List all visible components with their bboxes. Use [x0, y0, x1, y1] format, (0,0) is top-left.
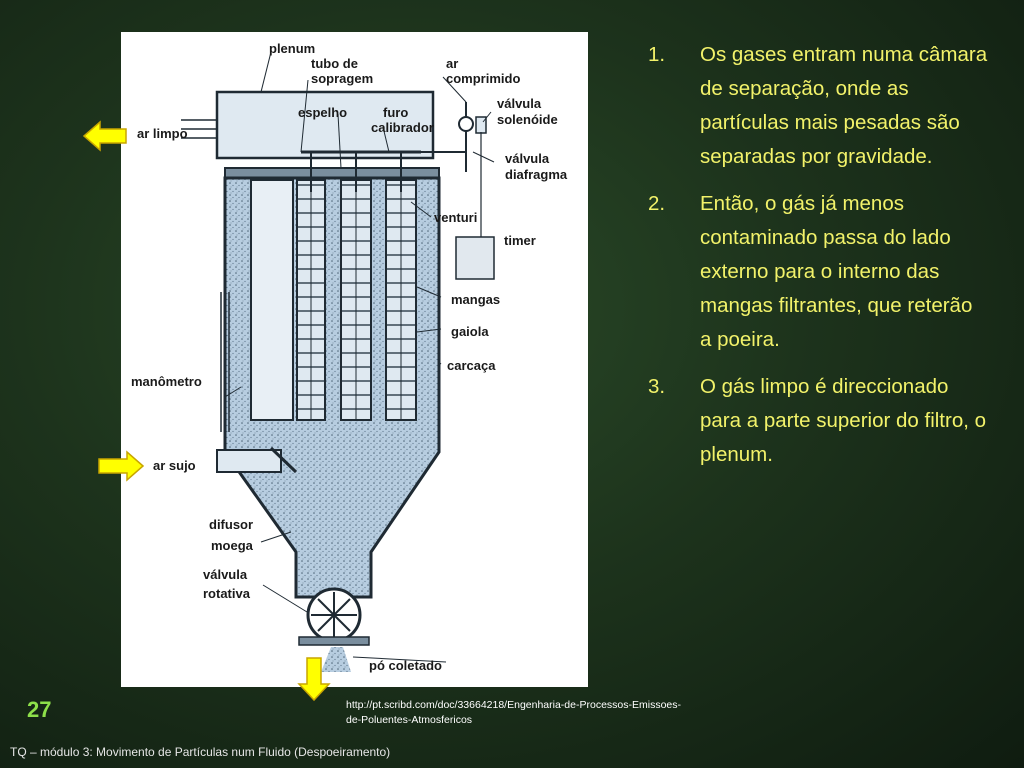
label-manometro: manômetro [131, 374, 202, 389]
page-number: 27 [27, 697, 52, 722]
list-text: Então, o gás já menos contaminado passa do lado externo para o interno das mangas filtrantes, que reterão a poeira. [700, 192, 973, 351]
label-timer: timer [504, 233, 536, 248]
ar-sujo-arrow-icon [97, 450, 145, 482]
label-moega: moega [211, 538, 253, 553]
label-difusor: difusor [209, 517, 254, 532]
label-carcaca: carcaça [447, 358, 496, 373]
label-valvula-diafragma: válvula [505, 151, 550, 166]
list-item [648, 38, 988, 174]
label-ar-sujo: ar sujo [153, 458, 196, 473]
label-venturi: venturi [434, 210, 478, 225]
source-link[interactable]: http://pt.scribd.com/doc/33664218/Engenharia-de-Processos-Emissoes-de-Poluentes-Atmosfericos [346, 699, 682, 726]
label-valvula-diafragma-2: diafragma [505, 167, 568, 182]
list-text: O gás limpo é direccionado para a parte superior do filtro, o plenum. [700, 375, 987, 466]
label-valvula-solenoide-2: solenóide [497, 112, 558, 127]
list-text: Os gases entram numa câmara de separação, onde as partículas mais pesadas são separadas por gravidade. [700, 43, 988, 168]
label-furo-calibrador: furo [383, 105, 409, 120]
label-po-coletado: pó coletado [369, 658, 442, 673]
list-number: 2. [648, 192, 666, 215]
list-number: 3. [648, 375, 666, 398]
label-plenum: plenum [269, 41, 316, 56]
label-ar-limpo: ar limpo [137, 126, 188, 141]
explanation-list [648, 38, 988, 485]
label-mangas: mangas [451, 292, 501, 307]
label-tubo-de-sopragem-2: sopragem [311, 71, 374, 86]
label-ar-comprimido-2: comprimido [446, 71, 521, 86]
label-valvula-rotativa-2: rotativa [203, 586, 250, 601]
label-tubo-de-sopragem: tubo de [311, 56, 358, 71]
list-item [648, 187, 988, 357]
footer-title: TQ – módulo 3: Movimento de Partículas num Fluido (Despoeiramento) [10, 745, 391, 759]
label-valvula-solenoide: válvula [497, 96, 542, 111]
label-espelho: espelho [298, 105, 348, 120]
po-coletado-arrow-icon [297, 656, 331, 702]
bag-filter-illustration [121, 32, 588, 687]
bag-filter-diagram [121, 32, 588, 687]
label-gaiola: gaiola [451, 324, 489, 339]
list-item [648, 370, 988, 472]
ar-limpo-arrow-icon [82, 120, 128, 152]
label-ar-comprimido: ar [446, 56, 459, 71]
label-furo-calibrador-2: calibrador [371, 120, 434, 135]
list-number: 1. [648, 43, 666, 66]
label-valvula-rotativa: válvula [203, 567, 248, 582]
